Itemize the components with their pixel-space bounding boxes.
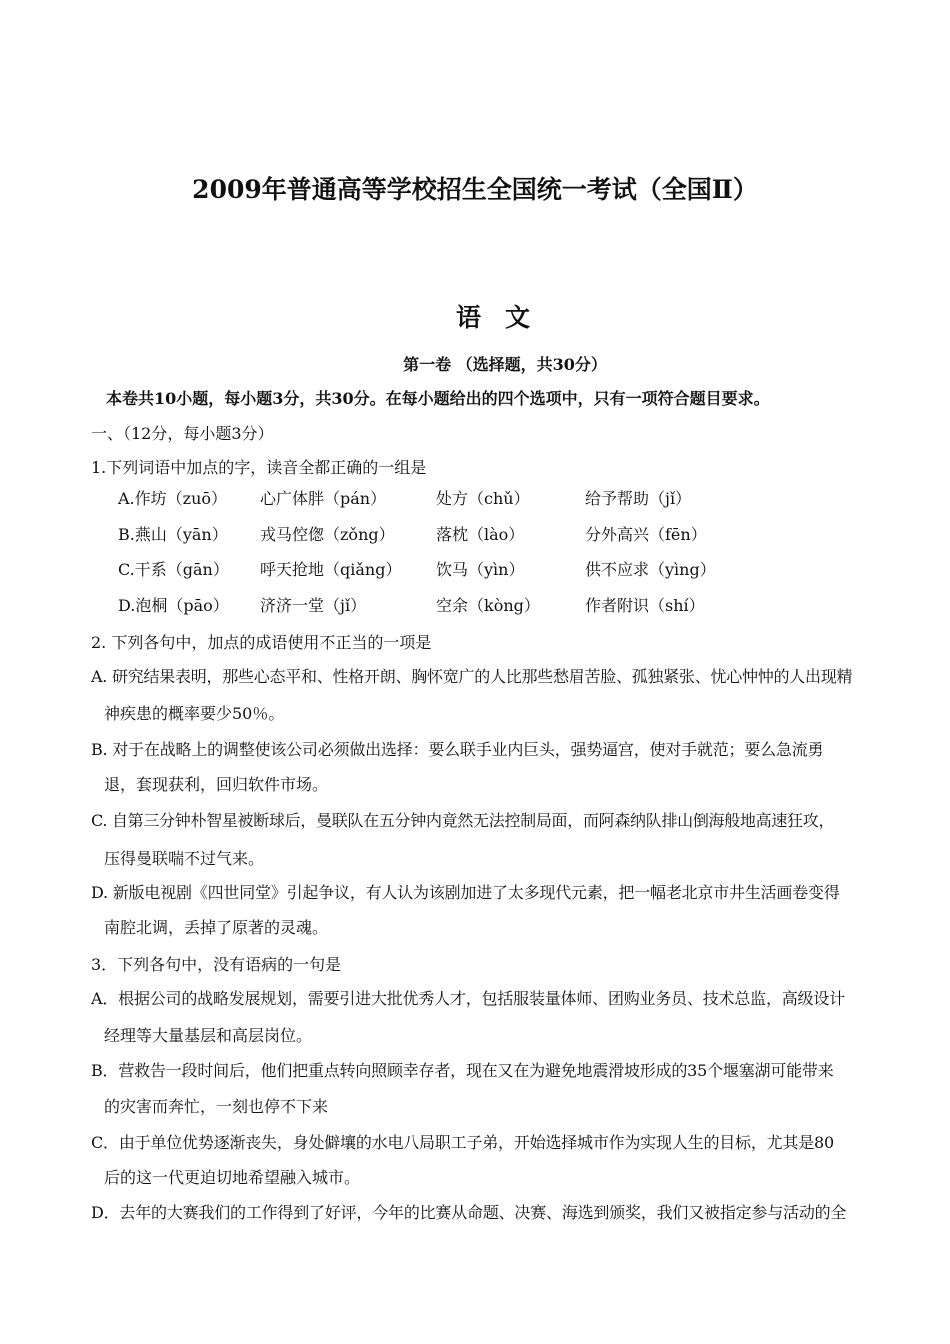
q1-a-word-4: 给予帮助（jǐ） [585,489,692,508]
q1-a-word-1: A.作坊（zuō） [118,489,228,508]
q2-option-a: A. 研究结果表明，那些心态平和、性格开朗、胸怀宽广的人比那些愁眉苦脸、孤独紧张、忧心忡忡的人出现精 [91,667,853,686]
q1-a-word-3: 处方（chǔ） [436,489,530,508]
q3-option-b-cont: 的灾害而奔忙，一刻也停不下来 [104,1097,329,1116]
q1-d-word-3: 空余（kòng） [436,596,540,615]
q1-d-word-1: D.泡桐（pāo） [118,596,229,615]
q1-b-word-1: B.燕山（yān） [118,525,228,544]
section-heading: 一、（12分，每小题3分） [91,424,274,443]
q1-stem: 1.下列词语中加点的字，读音全都正确的一组是 [91,458,427,477]
part-heading: 第一卷 （选择题，共30分） [403,355,607,374]
q2-option-c: C. 自第三分钟朴智星被断球后，曼联队在五分钟内竟然无法控制局面，而阿森纳队排山倒海般地高速狂攻， [91,811,835,830]
q1-d-word-4: 作者附识（shí） [585,596,705,615]
q1-b-word-3: 落枕（lào） [436,525,525,544]
q3-option-b: B．营救告一段时间后，他们把重点转向照顾幸存者，现在又在为避免地震滑坡形成的35个堰塞湖可能带来 [91,1061,834,1080]
q2-option-a-cont: 神疾患的概率要少50％。 [104,704,285,723]
q3-option-c-cont: 后的这一代更迫切地希望融入城市。 [104,1168,361,1187]
q2-option-d: D. 新版电视剧《四世同堂》引起争议，有人认为该剧加进了太多现代元素，把一幅老北京市井生活画卷变得 [91,883,840,902]
q1-c-word-3: 饮马（yìn） [436,560,525,579]
q3-stem: 3．下列各句中，没有语病的一句是 [91,955,342,974]
q1-a-word-2: 心广体胖（pán） [260,489,387,508]
q3-option-a-cont: 经理等大量基层和高层岗位。 [104,1026,313,1045]
q1-c-word-4: 供不应求（yìng） [585,560,716,579]
q1-b-word-2: 戎马倥偬（zǒng） [260,525,395,544]
q3-option-a: A．根据公司的战略发展规划，需要引进大批优秀人才，包括服装量体师、团购业务员、技术总监，高级设计 [91,989,845,1008]
q2-stem: 2. 下列各句中，加点的成语使用不正当的一项是 [91,633,432,652]
q2-option-c-cont: 压得曼联喘不过气来。 [104,849,265,868]
q1-c-word-2: 呼天抢地（qiǎng） [260,560,402,579]
q2-option-b-cont: 退，套现获利，回归软件市场。 [104,775,329,794]
subject-title: 语文 [455,303,554,332]
instructions: 本卷共10小题，每小题3分，共30分。在每小题给出的四个选项中，只有一项符合题目要求。 [106,389,770,408]
q1-d-word-2: 济济一堂（jǐ） [260,596,367,615]
exam-title: 2009年普通高等学校招生全国统一考试（全国Ⅱ） [192,175,758,204]
q3-option-d: D．去年的大赛我们的工作得到了好评，今年的比赛从命题、决赛、海选到颁奖，我们又被指定参与活动的全 [91,1203,847,1222]
q1-b-word-4: 分外高兴（fēn） [585,525,707,544]
q3-option-c: C．由于单位优势逐渐丧失，身处僻壤的水电八局职工子弟，开始选择城市作为实现人生的目标，尤其是80 [91,1133,835,1152]
q2-option-b: B. 对于在战略上的调整使该公司必须做出选择：要么联手业内巨头，强势逼宫，使对手就范；要么急流勇 [91,740,824,759]
q1-c-word-1: C.干系（gān） [118,560,229,579]
q2-option-d-cont: 南腔北调，丢掉了原著的灵魂。 [104,918,329,937]
